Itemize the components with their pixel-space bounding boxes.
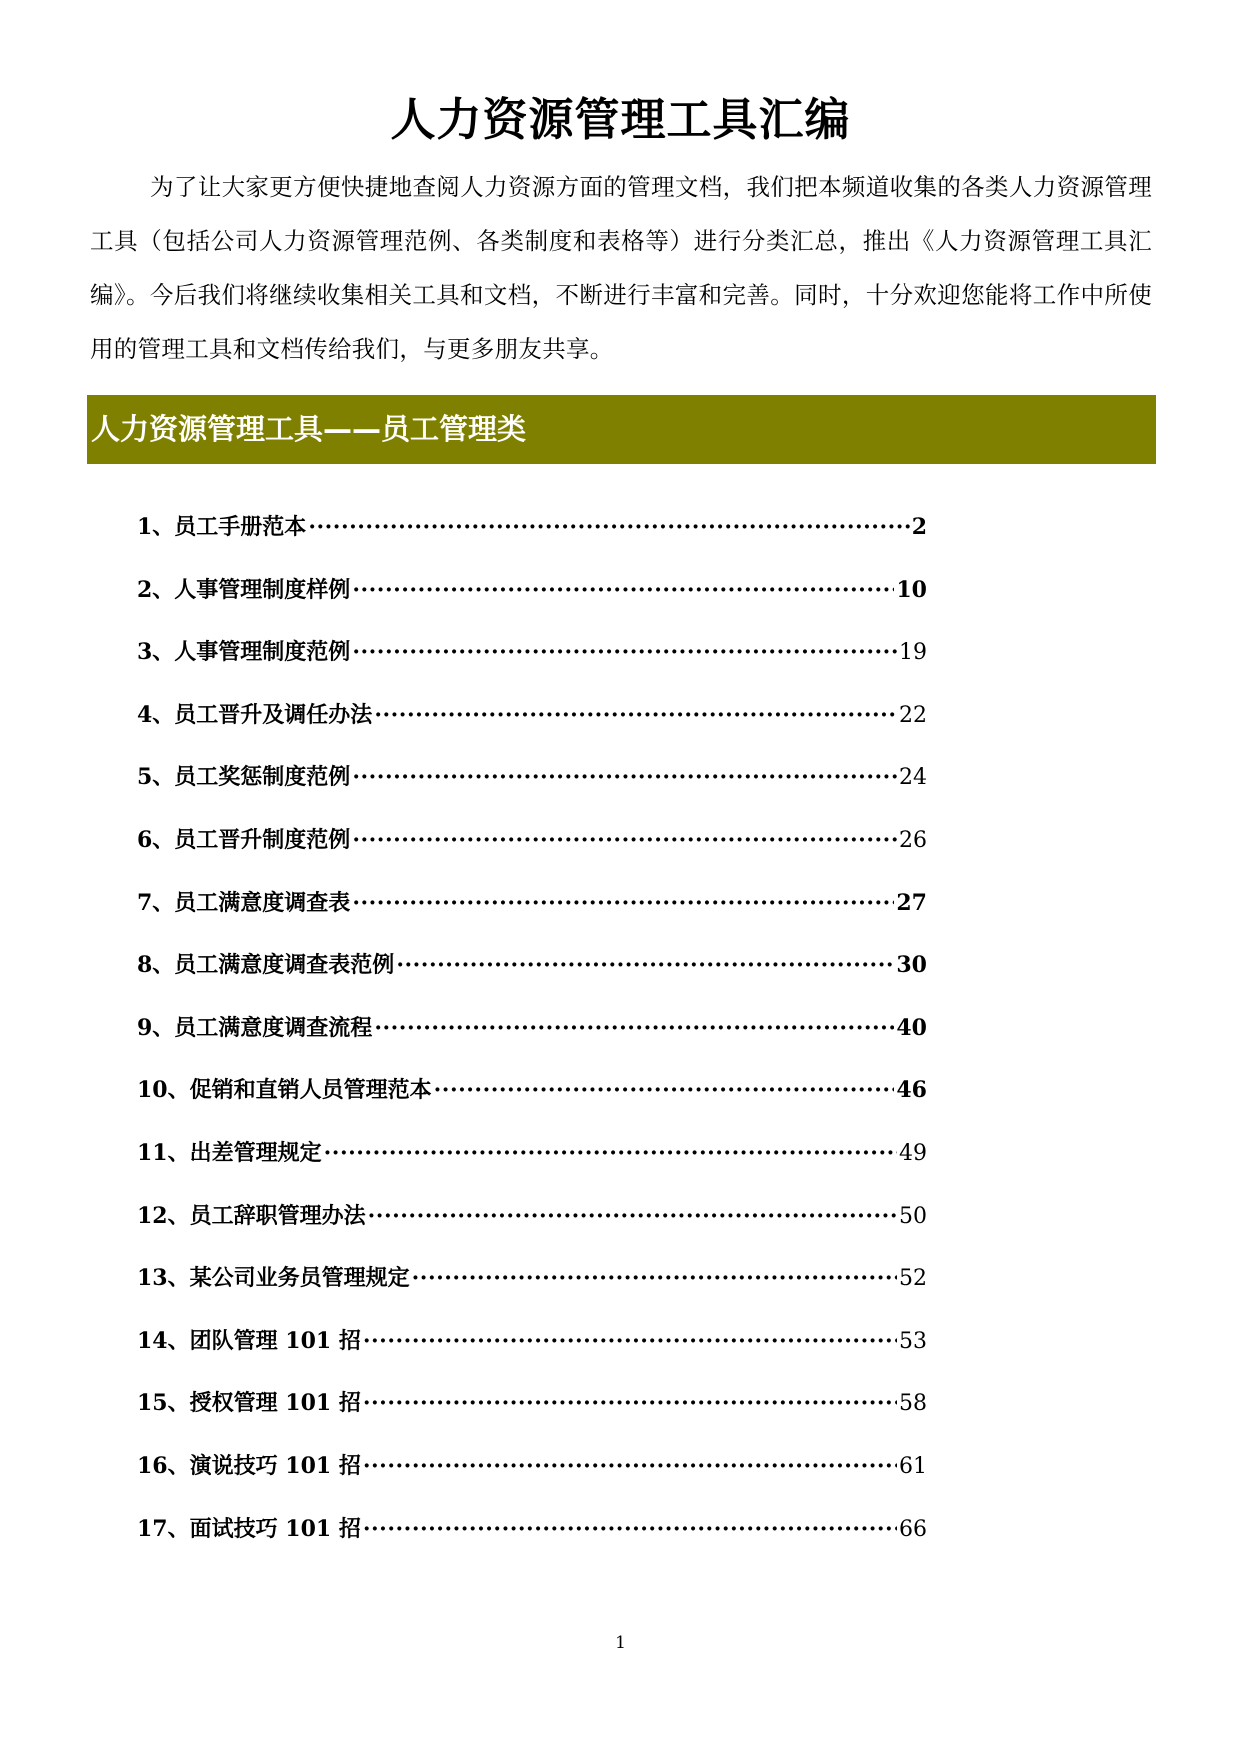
toc-item-page: 49 — [899, 1140, 927, 1166]
toc-leader-dots — [363, 1328, 897, 1354]
toc-item-label: 13、某公司业务员管理规定 — [137, 1265, 410, 1292]
toc-item[interactable] — [137, 1324, 927, 1387]
toc-item-page: 61 — [899, 1453, 927, 1479]
toc-leader-dots — [368, 1203, 897, 1229]
toc-item[interactable] — [137, 1199, 927, 1262]
toc-item-label: 17、面试技巧 101 招 — [137, 1515, 361, 1542]
section-banner — [87, 395, 1156, 464]
toc-item-page: 40 — [896, 1014, 927, 1041]
intro-paragraph: 为了让大家更方便快捷地查阅人力资源方面的管理文档，我们把本频道收集的各类人力资源管理工具（包括公司人力资源管理范例、各类制度和表格等）进行分类汇总，推出《人力资源管理工具汇编》。今后我们将继续收集相关工具和文档，不断进行丰富和完善。同时，十分欢迎您能将工作中所使用的管理工具和文档传给我们，与更多朋友共享。 — [90, 173, 1152, 363]
toc-item[interactable] — [137, 1386, 927, 1449]
toc-item-page: 30 — [896, 952, 927, 979]
toc-leader-dots — [352, 577, 894, 603]
toc-item-label: 15、授权管理 101 招 — [137, 1390, 361, 1417]
toc-leader-dots — [374, 702, 897, 728]
toc-item-page: 66 — [899, 1516, 927, 1542]
toc-leader-dots — [434, 1077, 895, 1103]
toc-item-page: 26 — [899, 827, 927, 853]
toc-leader-dots — [396, 952, 894, 978]
toc-item-label: 2、人事管理制度样例 — [137, 576, 351, 603]
toc-item-label: 5、员工奖惩制度范例 — [137, 764, 351, 791]
toc-item-page: 58 — [899, 1391, 927, 1417]
toc-item[interactable] — [137, 1512, 927, 1575]
toc-item-page: 46 — [896, 1077, 927, 1104]
toc-item[interactable] — [137, 1136, 927, 1199]
toc-item[interactable] — [137, 573, 927, 636]
toc-leader-dots — [308, 514, 909, 540]
page-title: 人力资源管理工具汇编 — [390, 93, 851, 146]
toc-item-label: 1、员工手册范本 — [137, 514, 307, 540]
page-number: 1 — [615, 1633, 626, 1653]
table-of-contents — [137, 510, 927, 1574]
toc-item[interactable] — [137, 510, 927, 573]
toc-leader-dots — [363, 1516, 897, 1542]
toc-item[interactable] — [137, 1073, 927, 1136]
toc-leader-dots — [352, 639, 897, 665]
toc-leader-dots — [352, 827, 897, 853]
toc-item-page: 53 — [899, 1328, 927, 1354]
toc-item-label: 8、员工满意度调查表范例 — [137, 952, 395, 979]
toc-leader-dots — [324, 1140, 897, 1166]
toc-item-page: 22 — [899, 702, 927, 728]
toc-leader-dots — [363, 1453, 897, 1479]
toc-item-label: 11、出差管理规定 — [137, 1139, 322, 1166]
toc-leader-dots — [363, 1390, 897, 1416]
toc-item-label: 14、团队管理 101 招 — [137, 1327, 361, 1354]
toc-item-label: 6、员工晋升制度范例 — [137, 826, 351, 853]
toc-item-page: 10 — [896, 576, 927, 603]
toc-item[interactable] — [137, 886, 927, 949]
toc-item-label: 12、员工辞职管理办法 — [137, 1202, 366, 1229]
toc-item-label: 9、员工满意度调查流程 — [137, 1014, 373, 1041]
toc-item-label: 4、员工晋升及调任办法 — [137, 701, 373, 728]
toc-item-page: 27 — [896, 889, 927, 916]
toc-item[interactable] — [137, 1261, 927, 1324]
toc-item[interactable] — [137, 760, 927, 823]
section-title: 人力资源管理工具——员工管理类 — [91, 412, 527, 446]
toc-item-page: 2 — [911, 514, 927, 540]
toc-item-label: 16、演说技巧 101 招 — [137, 1452, 361, 1479]
toc-item-label: 10、促销和直销人员管理范本 — [137, 1077, 432, 1104]
toc-leader-dots — [412, 1265, 897, 1291]
toc-item[interactable] — [137, 823, 927, 886]
toc-leader-dots — [352, 890, 894, 916]
toc-item[interactable] — [137, 1011, 927, 1074]
toc-leader-dots — [374, 1015, 894, 1041]
toc-leader-dots — [352, 764, 897, 790]
toc-item-page: 50 — [899, 1203, 927, 1229]
toc-item[interactable] — [137, 635, 927, 698]
toc-item[interactable] — [137, 698, 927, 761]
toc-item-page: 19 — [899, 640, 927, 666]
toc-item-page: 52 — [899, 1266, 927, 1292]
toc-item-label: 7、员工满意度调查表 — [137, 889, 351, 916]
toc-item-page: 24 — [899, 765, 927, 791]
toc-item[interactable] — [137, 948, 927, 1011]
toc-item[interactable] — [137, 1449, 927, 1512]
toc-item-label: 3、人事管理制度范例 — [137, 639, 351, 666]
